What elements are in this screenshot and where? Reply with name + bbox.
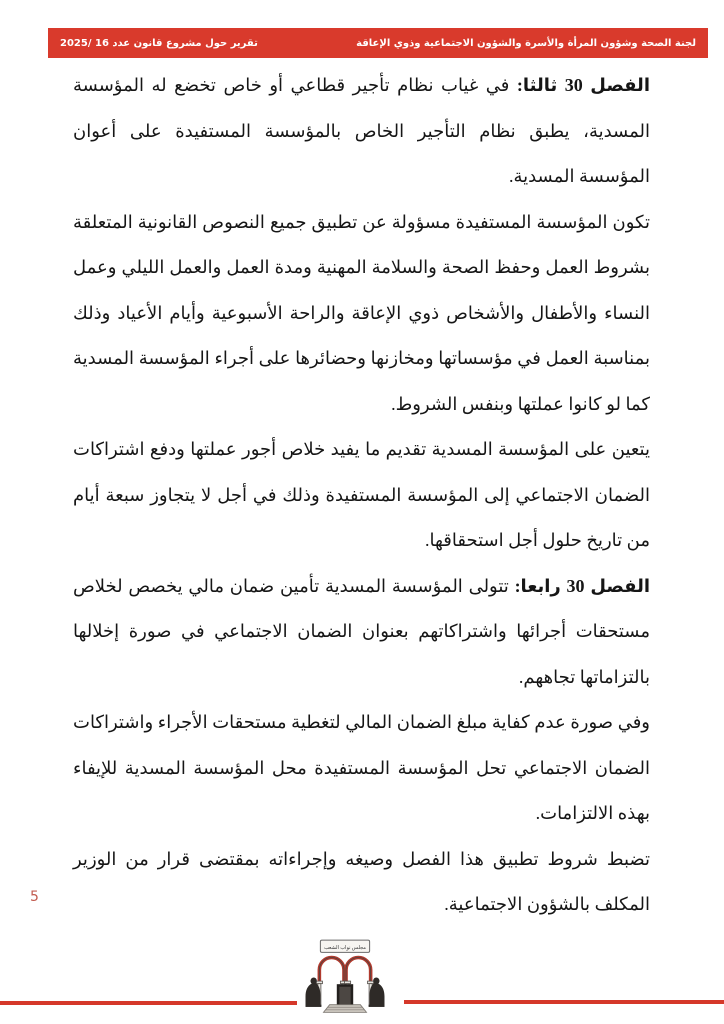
article-label: الفصل 30 رابعا: [508,575,650,596]
document-body [73,63,650,928]
header-committee-title: لجنة الصحة وشؤون المرأة والأسرة والشؤون الاجتماعية وذوي الإعاقة [356,37,696,49]
header-report-title: تقرير حول مشروع قانون عدد 16 /2025 [60,37,258,49]
parliament-gate-logo [298,937,392,1017]
logo-banner-text: مجلس نواب الشعب [323,944,367,951]
logo-door [337,984,353,1005]
paragraph [73,427,650,564]
paragraph-text: يتعين على المؤسسة المسدية تقديم ما يفيد خلاص أجور عملتها ودفع اشتراكات الضمان الاجتماعي إلى المؤسسة المستفيدة وذلك في أجل لا يتجاوز سبعة أيام من تاريخ حلول أجل استحقاقها. [73,439,651,550]
paragraph [73,564,650,701]
parliament-gate-logo-svg [298,937,392,1017]
footer-rule-left [0,1001,297,1005]
logo-steps [323,1005,366,1013]
paragraph-text: تتولى المؤسسة المسدية تأمين ضمان مالي يخصص لخلاص مستحقات أجرائها واشتراكاتهم بعنوان الضمان الاجتماعي في صورة إخلالها بالتزاماتها تجاههم. [73,575,650,687]
logo-arches [319,958,370,983]
page-number: 5 [30,889,39,905]
paragraph-text: تكون المؤسسة المستفيدة مسؤولة عن تطبيق جميع النصوص القانونية المتعلقة بشروط العمل وحفظ الصحة والسلامة المهنية ومدة العمل والعمل الليلي وعمل النساء والأطفال والأشخاص ذوي الإعاقة والراحة الأسبوعية وأيام الأعياد وذلك بمناسبة العمل في مؤسساتها ومخازنها وحضائرها على أجراء المؤسسة المسدية كما لو كانوا عملتها وبنفس الشروط. [73,211,650,414]
footer-rule-right [404,1000,724,1004]
paragraph [73,200,650,428]
paragraph [73,700,650,837]
article-label: الفصل 30 ثالثا: [509,75,650,95]
header-band [48,28,708,58]
logo-banner [320,940,369,952]
paragraph [73,63,650,200]
paragraph-text: وفي صورة عدم كفاية مبلغ الضمان المالي لتغطية مستحقات الأجراء واشتراكات الضمان الاجتماعي تحل المؤسسة المستفيدة محل المؤسسة المسدية للإيفاء بهذه الالتزامات. [73,712,650,823]
paragraph-text: في غياب نظام تأجير قطاعي أو خاص تخضع له المؤسسة المسدية، يطبق نظام التأجير الخاص بالمؤسسة المستفيدة على أعوان المؤسسة المسدية. [73,75,650,186]
paragraph [73,837,650,928]
paragraph-text: تضبط شروط تطبيق هذا الفصل وصيغه وإجراءاته بمقتضى قرار من الوزير المكلف بالشؤون الاجتماعية. [73,848,650,914]
